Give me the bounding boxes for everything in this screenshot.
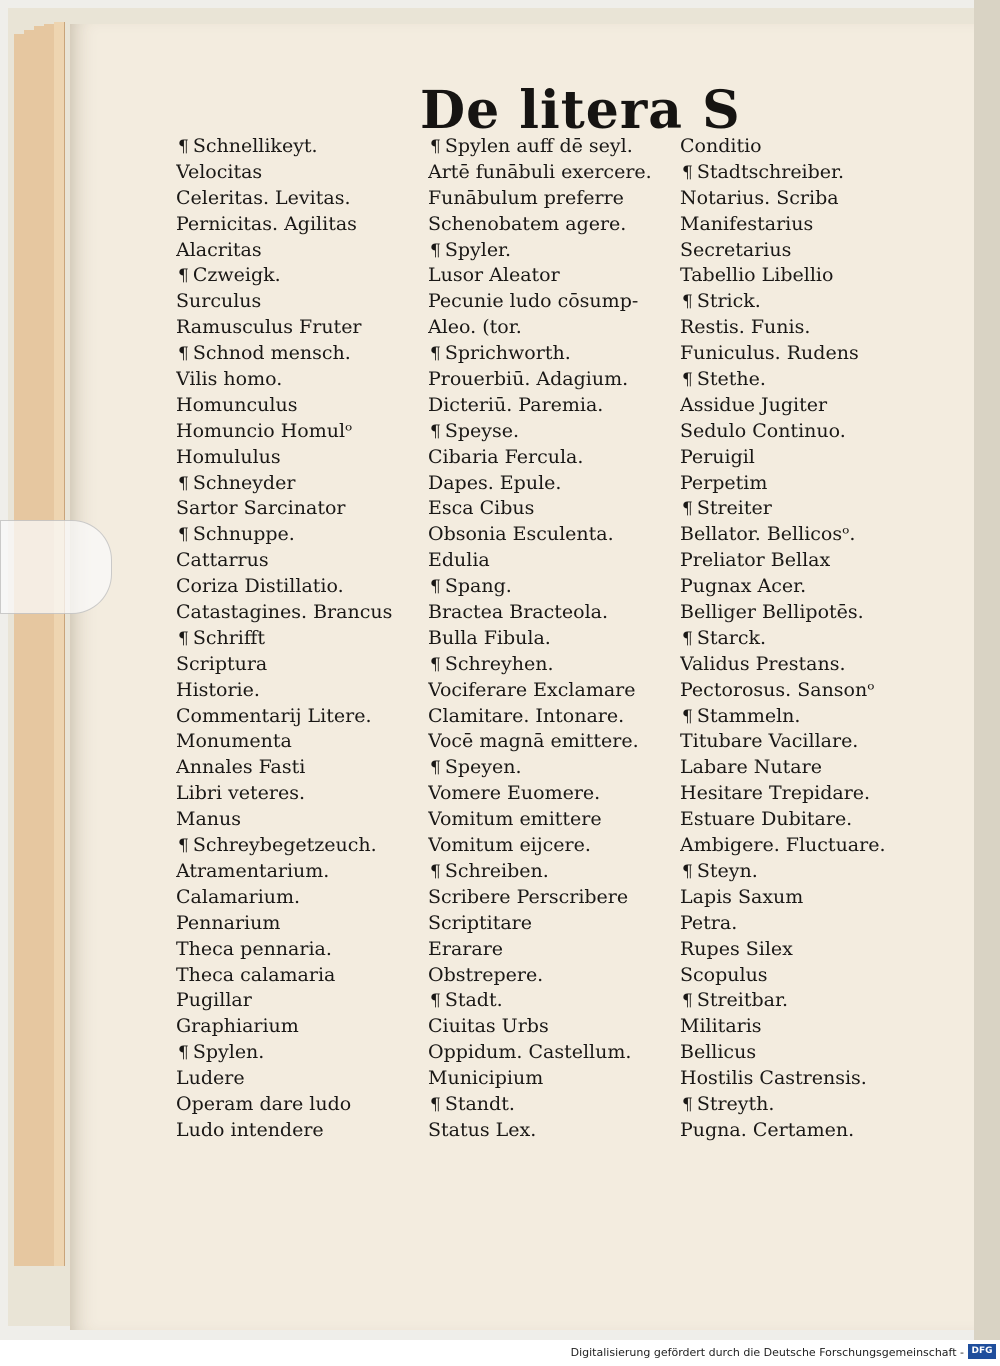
lexicon-entry bbox=[680, 807, 932, 833]
entry-text: Homuncio Homulᵒ bbox=[176, 419, 353, 442]
headword-entry bbox=[428, 134, 680, 160]
entry-text: Bellicus bbox=[680, 1041, 757, 1064]
entry-text: Starck. bbox=[696, 626, 767, 649]
lexicon-entry bbox=[176, 729, 428, 755]
lexicon-entry bbox=[428, 963, 680, 989]
entry-text: Vomere Euomere. bbox=[428, 782, 601, 805]
entry-text: Schnuppe. bbox=[192, 523, 295, 546]
entry-text: Belliger Bellipotēs. bbox=[680, 601, 864, 624]
entry-text: Pectorosus. Sansonᵒ bbox=[680, 678, 875, 701]
lexicon-entry bbox=[680, 729, 932, 755]
page-edge bbox=[54, 22, 65, 1266]
entry-text: Sedulo Continuo. bbox=[680, 419, 846, 442]
entry-text: Aleo. (tor. bbox=[428, 316, 522, 339]
entry-text: Speyse. bbox=[444, 419, 520, 442]
entry-text: Pugna. Certamen. bbox=[680, 1118, 855, 1141]
lexicon-entry bbox=[680, 911, 932, 937]
entry-text: Pugillar bbox=[176, 989, 252, 1012]
lexicon-entry bbox=[680, 1014, 932, 1040]
headword-entry bbox=[428, 341, 680, 367]
pilcrow-icon: ¶ bbox=[430, 758, 441, 779]
headword-entry bbox=[176, 263, 428, 289]
entry-text: Secretarius bbox=[680, 238, 792, 261]
lexicon-entry bbox=[428, 1118, 680, 1144]
entry-text: Vilis homo. bbox=[176, 368, 283, 391]
entry-text: Libri veteres. bbox=[176, 782, 306, 805]
entry-text: Ramusculus Fruter bbox=[176, 316, 362, 339]
pilcrow-icon: ¶ bbox=[178, 836, 189, 857]
lexicon-entry bbox=[176, 937, 428, 963]
lexicon-entry bbox=[176, 574, 428, 600]
pilcrow-icon: ¶ bbox=[178, 137, 189, 157]
entry-text: Commentarij Litere. bbox=[176, 704, 372, 727]
entry-text: Schreybegetzeuch. bbox=[192, 834, 377, 857]
plastic-page-tab bbox=[0, 520, 112, 614]
lexicon-entry bbox=[680, 548, 932, 574]
entry-text: Preliator Bellax bbox=[680, 549, 831, 572]
dfg-logo: DFG bbox=[968, 1344, 996, 1359]
lexicon-entry bbox=[176, 445, 428, 471]
headword-entry bbox=[428, 574, 680, 600]
entry-text: Homululus bbox=[176, 445, 281, 468]
entry-text: Manifestarius bbox=[680, 212, 814, 235]
entry-text: Vomitum eijcere. bbox=[428, 834, 591, 857]
lexicon-entry bbox=[428, 885, 680, 911]
entry-text: Operam dare ludo bbox=[176, 1092, 352, 1115]
lexicon-entry bbox=[680, 652, 932, 678]
lexicon-entry bbox=[176, 1118, 428, 1144]
entry-text: Stammeln. bbox=[696, 704, 801, 727]
entry-text: Bractea Bracteola. bbox=[428, 601, 609, 624]
pilcrow-icon: ¶ bbox=[682, 991, 693, 1012]
lexicon-entry bbox=[176, 1066, 428, 1092]
entry-text: Streiter bbox=[696, 497, 772, 520]
entry-text: Restis. Funis. bbox=[680, 316, 811, 339]
entry-text: Coriza Distillatio. bbox=[176, 575, 344, 598]
entry-text: Rupes Silex bbox=[680, 937, 793, 960]
lexicon-entry bbox=[680, 522, 932, 548]
headword-entry bbox=[176, 626, 428, 652]
entry-text: Perpetim bbox=[680, 471, 768, 494]
entry-text: Ludo intendere bbox=[176, 1118, 324, 1141]
entry-text: Pugnax Acer. bbox=[680, 575, 807, 598]
lexicon-entry bbox=[680, 755, 932, 781]
entry-text: Vocē magnā emittere. bbox=[428, 730, 639, 753]
pilcrow-icon: ¶ bbox=[430, 861, 441, 882]
page-heading: De litera S bbox=[420, 80, 741, 141]
entry-text: Hesitare Trepidare. bbox=[680, 782, 871, 805]
lexicon-entry bbox=[428, 626, 680, 652]
column-1 bbox=[176, 134, 428, 1144]
lexicon-entry bbox=[680, 471, 932, 497]
lexicon-entry bbox=[176, 781, 428, 807]
pilcrow-icon: ¶ bbox=[682, 499, 693, 520]
entry-text: Labare Nutare bbox=[680, 756, 822, 779]
entry-text: Spylen auff dē seyl. bbox=[444, 135, 633, 157]
entry-text: Status Lex. bbox=[428, 1118, 537, 1141]
entry-text: Obstrepere. bbox=[428, 963, 544, 986]
headword-entry bbox=[428, 652, 680, 678]
entry-text: Scriptitare bbox=[428, 911, 532, 934]
lexicon-entry bbox=[428, 212, 680, 238]
pilcrow-icon: ¶ bbox=[682, 628, 693, 649]
lexicon-entry bbox=[176, 859, 428, 885]
headword-entry bbox=[176, 341, 428, 367]
entry-text: Sprichworth. bbox=[444, 342, 571, 365]
pilcrow-icon: ¶ bbox=[682, 706, 693, 727]
entry-text: Homunculus bbox=[176, 393, 298, 416]
entry-text: Steyn. bbox=[696, 859, 758, 882]
entry-text: Clamitare. Intonare. bbox=[428, 704, 625, 727]
pilcrow-icon: ¶ bbox=[178, 344, 189, 365]
entry-text: Funābulum preferre bbox=[428, 186, 624, 209]
entry-text: Spylen. bbox=[192, 1041, 265, 1064]
entry-text: Streyth. bbox=[696, 1092, 775, 1115]
lexicon-entry bbox=[176, 678, 428, 704]
lexicon-entry bbox=[176, 911, 428, 937]
lexicon-entry bbox=[176, 652, 428, 678]
lexicon-entry bbox=[680, 963, 932, 989]
lexicon-entry bbox=[428, 393, 680, 419]
entry-text: Esca Cibus bbox=[428, 497, 535, 520]
lexicon-entry bbox=[428, 160, 680, 186]
entry-text: Calamarium. bbox=[176, 885, 301, 908]
lexicon-entry bbox=[680, 937, 932, 963]
lexicon-entry bbox=[176, 963, 428, 989]
pilcrow-icon: ¶ bbox=[682, 1094, 693, 1115]
pilcrow-icon: ¶ bbox=[430, 1094, 441, 1115]
lexicon-entry bbox=[680, 445, 932, 471]
lexicon-entry bbox=[428, 807, 680, 833]
entry-text: Validus Prestans. bbox=[680, 652, 846, 675]
entry-text: Edulia bbox=[428, 549, 490, 572]
entry-text: Cibaria Fercula. bbox=[428, 445, 584, 468]
headword-entry bbox=[680, 160, 932, 186]
entry-text: Vomitum emittere bbox=[428, 808, 602, 831]
entry-text: Estuare Dubitare. bbox=[680, 808, 853, 831]
lexicon-entry bbox=[176, 496, 428, 522]
lexicon-entry bbox=[680, 238, 932, 264]
lexicon-entry bbox=[680, 186, 932, 212]
lexicon-entry bbox=[680, 1066, 932, 1092]
lexicon-entry bbox=[680, 781, 932, 807]
lexicon-entry bbox=[428, 471, 680, 497]
lexicon-entry bbox=[680, 600, 932, 626]
lexicon-entry bbox=[428, 937, 680, 963]
lexicon-entry bbox=[428, 1066, 680, 1092]
pilcrow-icon: ¶ bbox=[430, 991, 441, 1012]
entry-text: Stethe. bbox=[696, 368, 766, 391]
entry-text: Militaris bbox=[680, 1015, 762, 1038]
headword-entry bbox=[428, 238, 680, 264]
pilcrow-icon: ¶ bbox=[178, 266, 189, 287]
headword-entry bbox=[680, 496, 932, 522]
entry-text: Cattarrus bbox=[176, 549, 269, 572]
entry-text: Oppidum. Castellum. bbox=[428, 1041, 632, 1064]
headword-entry bbox=[680, 367, 932, 393]
entry-text: Celeritas. Levitas. bbox=[176, 186, 351, 209]
entry-text: Standt. bbox=[444, 1092, 515, 1115]
entry-text: Prouerbiū. Adagium. bbox=[428, 368, 629, 391]
lexicon-entry bbox=[428, 729, 680, 755]
lexicon-entry bbox=[428, 833, 680, 859]
lexicon-entry bbox=[680, 341, 932, 367]
headword-entry bbox=[428, 419, 680, 445]
pilcrow-icon: ¶ bbox=[430, 344, 441, 365]
entry-text: Hostilis Castrensis. bbox=[680, 1067, 867, 1090]
lexicon-entry bbox=[176, 755, 428, 781]
entry-text: Funiculus. Rudens bbox=[680, 342, 859, 365]
entry-text: Conditio bbox=[680, 135, 762, 157]
headword-entry bbox=[680, 988, 932, 1014]
lexicon-entry bbox=[428, 315, 680, 341]
entry-text: Pernicitas. Agilitas bbox=[176, 212, 357, 235]
entry-text: Ciuitas Urbs bbox=[428, 1015, 549, 1038]
lexicon-entry bbox=[680, 134, 932, 160]
footer-bar bbox=[0, 1340, 1000, 1366]
pilcrow-icon: ¶ bbox=[430, 577, 441, 598]
lexicon-entry bbox=[176, 704, 428, 730]
pilcrow-icon: ¶ bbox=[682, 370, 693, 391]
headword-entry bbox=[680, 859, 932, 885]
lexicon-entry bbox=[176, 548, 428, 574]
pilcrow-icon: ¶ bbox=[178, 1043, 189, 1064]
lexicon-entry bbox=[176, 393, 428, 419]
entry-text: Assidue Jugiter bbox=[680, 393, 828, 416]
lexicon-entry bbox=[680, 678, 932, 704]
entry-text: Spang. bbox=[444, 575, 512, 598]
headword-entry bbox=[680, 626, 932, 652]
entry-text: Lusor Aleator bbox=[428, 264, 560, 287]
lexicon-entry bbox=[176, 1014, 428, 1040]
entry-text: Lapis Saxum bbox=[680, 885, 804, 908]
lexicon-entry bbox=[680, 212, 932, 238]
lexicon-entry bbox=[428, 1014, 680, 1040]
lexicon-entry bbox=[176, 885, 428, 911]
lexicon-entry bbox=[680, 1040, 932, 1066]
lexicon-entry bbox=[428, 522, 680, 548]
entry-text: Speyen. bbox=[444, 756, 522, 779]
lexicon-entry bbox=[428, 704, 680, 730]
lexicon-entry bbox=[428, 445, 680, 471]
pilcrow-icon: ¶ bbox=[430, 654, 441, 675]
entry-text: Alacritas bbox=[176, 238, 262, 261]
footer-credit: Digitalisierung gefördert durch die Deutsche Forschungsgemeinschaft - bbox=[570, 1346, 964, 1359]
headword-entry bbox=[428, 755, 680, 781]
headword-entry bbox=[428, 988, 680, 1014]
pilcrow-icon: ¶ bbox=[178, 525, 189, 546]
lexicon-entry bbox=[680, 393, 932, 419]
lexicon-entry bbox=[176, 160, 428, 186]
lexicon-entry bbox=[680, 315, 932, 341]
lexicon-entry bbox=[680, 1118, 932, 1144]
pilcrow-icon: ¶ bbox=[430, 240, 441, 261]
headword-entry bbox=[680, 1092, 932, 1118]
entry-text: Schrifft bbox=[192, 626, 266, 649]
entry-text: Historie. bbox=[176, 678, 260, 701]
entry-text: Vociferare Exclamare bbox=[428, 678, 636, 701]
headword-entry bbox=[680, 289, 932, 315]
headword-entry bbox=[176, 833, 428, 859]
lexicon-entry bbox=[176, 988, 428, 1014]
entry-text: Scribere Perscribere bbox=[428, 885, 629, 908]
entry-text: Schreyhen. bbox=[444, 652, 554, 675]
entry-text: Municipium bbox=[428, 1067, 544, 1090]
entry-text: Velocitas bbox=[176, 160, 263, 183]
lexicon-entry bbox=[680, 833, 932, 859]
entry-text: Scriptura bbox=[176, 652, 268, 675]
entry-text: Petra. bbox=[680, 911, 738, 934]
entry-text: Schenobatem agere. bbox=[428, 212, 627, 235]
entry-text: Notarius. Scriba bbox=[680, 186, 839, 209]
entry-text: Pennarium bbox=[176, 911, 281, 934]
lexicon-entry bbox=[176, 289, 428, 315]
entry-text: Titubare Vacillare. bbox=[680, 730, 859, 753]
entry-text: Tabellio Libellio bbox=[680, 264, 834, 287]
lexicon-entry bbox=[176, 212, 428, 238]
entry-text: Theca calamaria bbox=[176, 963, 336, 986]
lexicon-entry bbox=[176, 238, 428, 264]
entry-text: Annales Fasti bbox=[176, 756, 306, 779]
entry-text: Atramentarium. bbox=[176, 859, 330, 882]
entry-text: Czweigk. bbox=[192, 264, 281, 287]
entry-text: Streitbar. bbox=[696, 989, 789, 1012]
entry-text: Sartor Sarcinator bbox=[176, 497, 346, 520]
lexicon-entry bbox=[428, 496, 680, 522]
column-2 bbox=[428, 134, 680, 1144]
entry-text: Dicteriū. Paremia. bbox=[428, 393, 604, 416]
entry-text: Ambigere. Fluctuare. bbox=[680, 834, 886, 857]
entry-text: Monumenta bbox=[176, 730, 292, 753]
lexicon-entry bbox=[680, 885, 932, 911]
entry-text: Bulla Fibula. bbox=[428, 626, 551, 649]
entry-text: Stadt. bbox=[444, 989, 503, 1012]
headword-entry bbox=[176, 471, 428, 497]
lexicon-entry bbox=[428, 600, 680, 626]
entry-text: Schreiben. bbox=[444, 859, 549, 882]
entry-text: Scopulus bbox=[680, 963, 768, 986]
headword-entry bbox=[428, 859, 680, 885]
entry-text: Schnod mensch. bbox=[192, 342, 351, 365]
pilcrow-icon: ¶ bbox=[430, 137, 441, 157]
pilcrow-icon: ¶ bbox=[430, 421, 441, 442]
entry-text: Strick. bbox=[696, 290, 761, 313]
pilcrow-icon: ¶ bbox=[178, 473, 189, 494]
entry-text: Pecunie ludo cōsump- bbox=[428, 290, 639, 313]
entry-text: Spyler. bbox=[444, 238, 512, 261]
entry-text: Obsonia Esculenta. bbox=[428, 523, 614, 546]
entry-text: Peruigil bbox=[680, 445, 755, 468]
entry-text: Ludere bbox=[176, 1067, 245, 1090]
entry-text: Graphiarium bbox=[176, 1015, 299, 1038]
pilcrow-icon: ¶ bbox=[682, 162, 693, 183]
lexicon-entry bbox=[428, 678, 680, 704]
headword-entry bbox=[176, 522, 428, 548]
lexicon-entry bbox=[428, 781, 680, 807]
lexicon-entry bbox=[428, 186, 680, 212]
lexicon-entry bbox=[680, 263, 932, 289]
entry-text: Erarare bbox=[428, 937, 504, 960]
entry-text: Bellator. Bellicosᵒ. bbox=[680, 523, 856, 546]
lexicon-entry bbox=[428, 1040, 680, 1066]
pilcrow-icon: ¶ bbox=[682, 861, 693, 882]
entry-text: Catastagines. Brancus bbox=[176, 601, 393, 624]
lexicon-entry bbox=[680, 574, 932, 600]
entry-text: Theca pennaria. bbox=[176, 937, 332, 960]
lexicon-entry bbox=[428, 367, 680, 393]
entry-text: Schneyder bbox=[192, 471, 296, 494]
lexicon-entry bbox=[176, 807, 428, 833]
headword-entry bbox=[176, 134, 428, 160]
entry-text: Dapes. Epule. bbox=[428, 471, 562, 494]
entry-text: Stadtschreiber. bbox=[696, 160, 845, 183]
lexicon-entry bbox=[176, 367, 428, 393]
lexicon-entry bbox=[680, 419, 932, 445]
pilcrow-icon: ¶ bbox=[178, 628, 189, 649]
lexicon-entry bbox=[176, 315, 428, 341]
entry-text: Artē funābuli exercere. bbox=[428, 160, 652, 183]
entry-text: Surculus bbox=[176, 290, 262, 313]
headword-entry bbox=[680, 704, 932, 730]
lexicon-entry bbox=[428, 548, 680, 574]
pilcrow-icon: ¶ bbox=[682, 292, 693, 313]
lexicon-entry bbox=[176, 186, 428, 212]
headword-entry bbox=[428, 1092, 680, 1118]
entry-text: Manus bbox=[176, 808, 242, 831]
lexicon-entry bbox=[428, 289, 680, 315]
entry-text: Schnellikeyt. bbox=[192, 135, 318, 157]
column-3 bbox=[680, 134, 932, 1144]
lexicon-entry bbox=[176, 600, 428, 626]
lexicon-entry bbox=[428, 911, 680, 937]
lexicon-entry bbox=[428, 263, 680, 289]
adjacent-page-edge bbox=[974, 0, 1000, 1340]
headword-entry bbox=[176, 1040, 428, 1066]
lexicon-entry bbox=[176, 419, 428, 445]
lexicon-entry bbox=[176, 1092, 428, 1118]
